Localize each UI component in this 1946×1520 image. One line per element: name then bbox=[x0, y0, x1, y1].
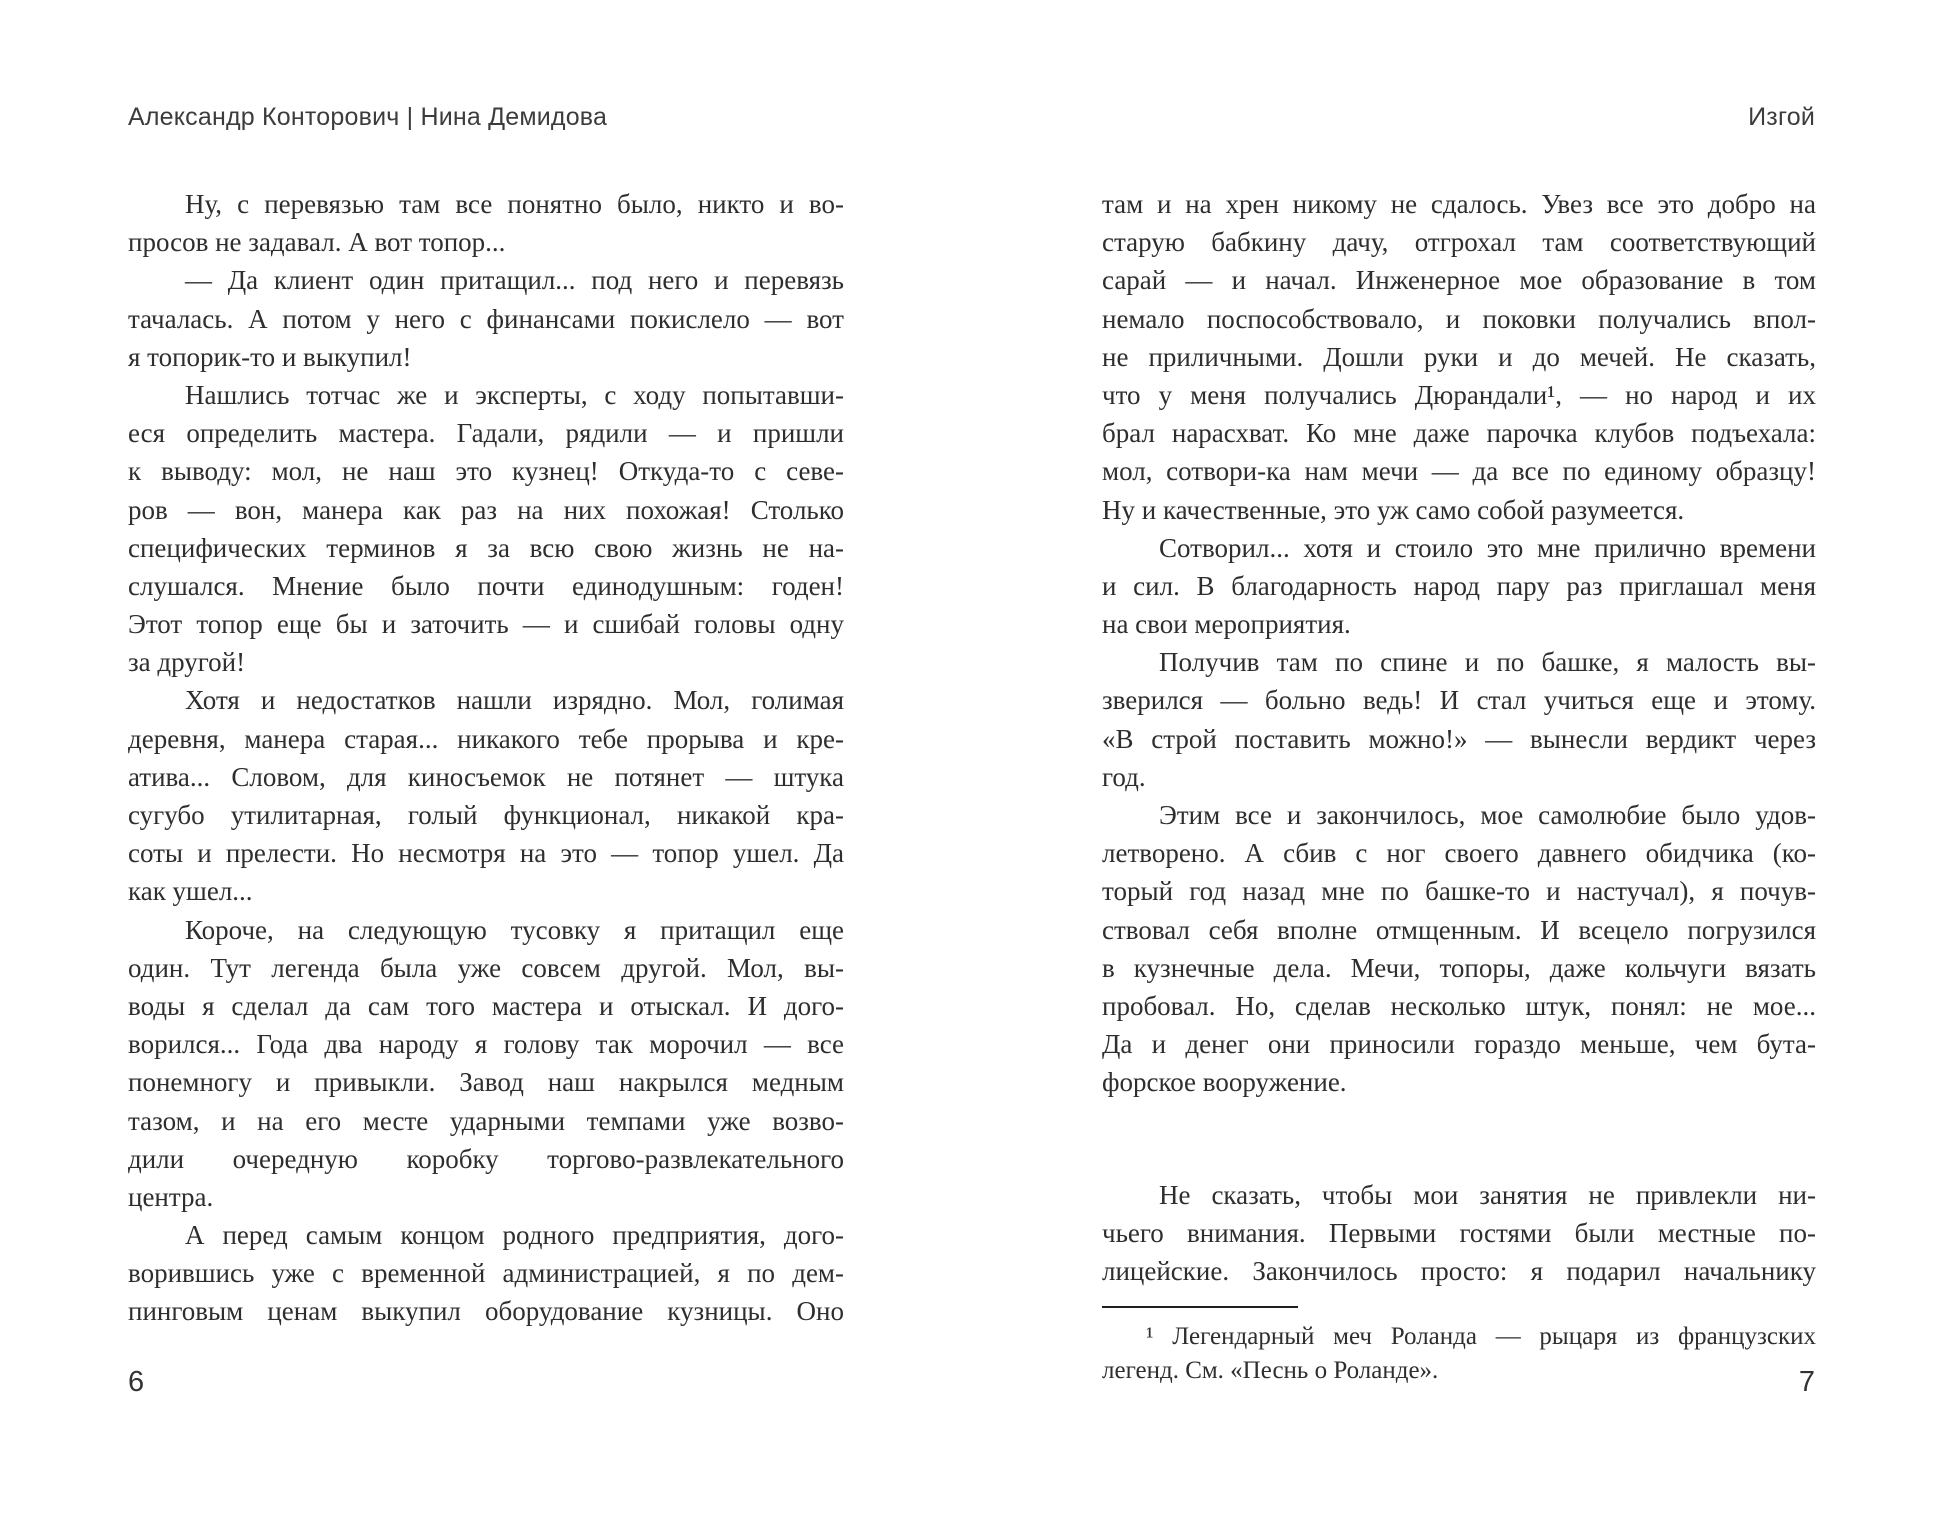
text-line: «В строй поставить можно!» — вынесли вердикт через bbox=[1102, 723, 1816, 754]
paragraph bbox=[1102, 185, 1816, 529]
text-line: летворено. А сбив с ног своего давнего обидчика (ко- bbox=[1102, 838, 1816, 869]
text-line: чьего внимания. Первыми гостями были местные по- bbox=[1102, 1217, 1816, 1248]
text-line: Этим все и закончилось, мое самолюбие было удов- bbox=[1159, 800, 1816, 830]
text-line: Не сказать, чтобы мои занятия не привлекли ни- bbox=[1159, 1179, 1816, 1210]
text-line: Ну и качественные, это уж само собой разумеется. bbox=[1102, 494, 1685, 525]
text-line: немало поспособствовало, и поковки получались впол- bbox=[1102, 303, 1816, 334]
text-line: Да и денег они приносили гораздо меньше, чем бута- bbox=[1102, 1029, 1816, 1060]
text-line: Ну, с перевязью там все понятно было, никто и во- bbox=[185, 189, 844, 219]
text-line: понемногу и привыкли. Завод наш накрылся медным bbox=[128, 1067, 844, 1098]
right-page-text-column bbox=[1102, 185, 1816, 1388]
paragraph bbox=[1102, 529, 1816, 644]
text-line: Получив там по спине и по башке, я малость вы- bbox=[1159, 647, 1816, 678]
footnote-separator-rule bbox=[1102, 1306, 1298, 1308]
text-line: за другой! bbox=[128, 647, 246, 678]
text-line: слушался. Мнение было почти единодушным: годен! bbox=[128, 570, 844, 601]
text-line: Короче, на следующую тусовку я притащил еще bbox=[185, 914, 844, 945]
text-line: ворился... Года два народу я голову так морочил — все bbox=[128, 1029, 844, 1060]
text-line: брал нарасхват. Ко мне даже парочка клубов подъехала: bbox=[1102, 418, 1816, 449]
paragraph bbox=[128, 681, 844, 910]
paragraph bbox=[128, 261, 844, 376]
text-line: и сил. В благодарность народ пару раз приглашал меня bbox=[1102, 570, 1816, 601]
text-line: деревня, манера старая... никакого тебе прорыва и кре- bbox=[128, 723, 844, 754]
text-line: старую бабкину дачу, отгрохал там соответствующий bbox=[1102, 227, 1816, 258]
text-line: пинговым ценам выкупил оборудование кузницы. Оно bbox=[128, 1296, 844, 1327]
text-line: воды я сделал да сам того мастера и отыскал. И дого- bbox=[128, 990, 844, 1021]
text-line: ров — вон, манера как раз на них похожая! Столько bbox=[128, 494, 844, 525]
running-head-book-title: Изгой bbox=[1748, 103, 1815, 131]
text-line: что у меня получались Дюрандали¹, — но народ и их bbox=[1102, 379, 1816, 410]
text-line: зверился — больно ведь! И стал учиться еще и этому. bbox=[1102, 685, 1816, 716]
paragraph bbox=[1102, 1176, 1816, 1291]
footnote-line: легенд. См. «Песнь о Роланде». bbox=[1102, 1357, 1439, 1385]
text-line: не приличными. Дошли руки и до мечей. Не сказать, bbox=[1102, 341, 1816, 372]
text-line: тачалась. А потом у него с финансами покислело — вот bbox=[128, 303, 844, 334]
text-line: торый год назад мне по башке-то и настучал), я почув- bbox=[1102, 876, 1816, 907]
text-line: сугубо утилитарная, голый функционал, никакой кра- bbox=[128, 800, 844, 830]
footnote bbox=[1102, 1306, 1816, 1388]
text-line: мол, сотвори-ка нам мечи — да все по единому образцу! bbox=[1102, 456, 1816, 487]
text-line: — Да клиент один притащил... под него и перевязь bbox=[185, 265, 844, 296]
text-line: Хотя и недостатков нашли изрядно. Мол, голимая bbox=[185, 685, 844, 716]
text-line: еся определить мастера. Гадали, рядили — и пришли bbox=[128, 418, 844, 449]
text-line: год. bbox=[1102, 761, 1146, 792]
text-line: просов не задавал. А вот топор... bbox=[128, 227, 506, 258]
text-line: к выводу: мол, не наш это кузнец! Откуда-то с севе- bbox=[128, 456, 844, 487]
text-line: Сотворил... хотя и стоило это мне прилично времени bbox=[1159, 532, 1816, 563]
text-line: специфических терминов я за всю свою жизнь не на- bbox=[128, 532, 844, 563]
text-line: пробовал. Но, сделав несколько штук, понял: не мое... bbox=[1102, 990, 1816, 1021]
paragraph bbox=[128, 911, 844, 1217]
text-line: центра. bbox=[128, 1181, 214, 1212]
text-line: ворившись уже с временной администрацией, я по дем- bbox=[128, 1258, 844, 1289]
left-page-text-column bbox=[128, 185, 844, 1331]
text-line: А перед самым концом родного предприятия, дого- bbox=[185, 1220, 844, 1251]
text-line: в кузнечные дела. Мечи, топоры, даже кольчуги вязать bbox=[1102, 952, 1816, 983]
text-line: форское вооружение. bbox=[1102, 1067, 1347, 1098]
text-line: я топорик-то и выкупил! bbox=[128, 341, 412, 372]
running-head-authors: Александр Конторович | Нина Демидова bbox=[128, 103, 608, 131]
text-line: там и на хрен никому не сдалось. Увез все это добро на bbox=[1102, 189, 1816, 219]
paragraph bbox=[128, 1216, 844, 1331]
footnote-line: ¹ Легендарный меч Роланда — рыцаря из французских bbox=[1146, 1323, 1816, 1351]
paragraph bbox=[128, 376, 844, 682]
text-line: лицейские. Закончилось просто: я подарил начальнику bbox=[1102, 1255, 1816, 1286]
text-line: на свои мероприятия. bbox=[1102, 609, 1351, 640]
paragraph bbox=[1102, 796, 1816, 1102]
text-line: сарай — и начал. Инженерное мое образование в том bbox=[1102, 265, 1816, 296]
text-line: соты и прелести. Но несмотря на это — топор ушел. Да bbox=[128, 838, 844, 869]
right-page-number: 7 bbox=[1798, 1366, 1815, 1398]
text-line: как ушел... bbox=[128, 876, 253, 907]
text-line: дили очередную коробку торгово-развлекательного bbox=[128, 1143, 844, 1174]
paragraph bbox=[1102, 643, 1816, 796]
text-line: тазом, и на его месте ударными темпами уже возво- bbox=[128, 1105, 844, 1136]
text-line: атива... Словом, для киносъемок не потянет — штука bbox=[128, 761, 844, 792]
left-page-number: 6 bbox=[128, 1366, 145, 1398]
text-line: один. Тут легенда была уже совсем другой. Мол, вы- bbox=[128, 952, 844, 983]
text-line: Нашлись тотчас же и эксперты, с ходу попытавши- bbox=[185, 379, 844, 410]
text-line: ствовал себя вполне отмщенным. И всецело погрузился bbox=[1102, 914, 1816, 945]
paragraph bbox=[128, 185, 844, 261]
text-line: Этот топор еще бы и заточить — и сшибай головы одну bbox=[128, 609, 844, 640]
